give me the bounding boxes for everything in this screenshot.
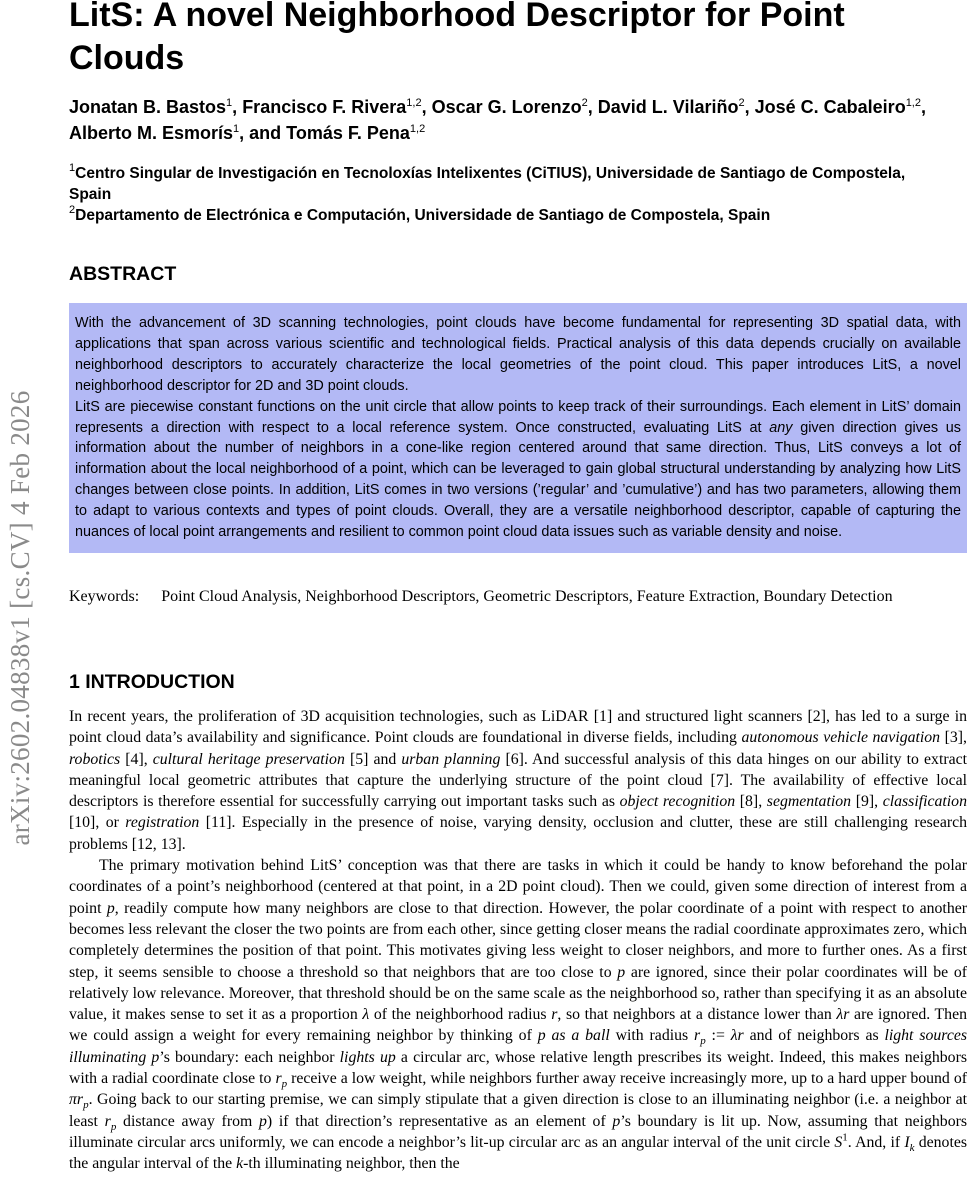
affiliations: [69, 163, 949, 226]
paper-title: LitS: A novel Neighborhood Descriptor for Point Clouds: [69, 0, 845, 77]
affiliation-mark: 2: [581, 97, 588, 109]
affiliation-mark: 1: [233, 123, 240, 135]
author-name: Francisco F. Rivera$^{1,2}$: [242, 97, 422, 117]
affiliation-line: $^1$Centro Singular de Investigación en Tecnoloxías Intelixentes (CiTIUS), Universidade de Santiago de Compostela, Spain: [69, 162, 906, 203]
affiliation-mark: 1,2: [406, 97, 422, 109]
author-list: Jonatan B. Bastos$^1$, Francisco F. Rivera$^{1,2}$, Oscar G. Lorenzo$^2$, David L. Vilariño$^2$, José C. Cabaleiro$^{1,2}$, Alberto M. Esmorís$^1$, and Tomás F. Pena$^{1,2}$: [69, 97, 926, 143]
introduction-paragraph-1: In recent years, the proliferation of 3D acquisition technologies, such as LiDAR [1] and structured light scanners [2], has led to a surge in point cloud data’s availability and significance. Point clouds are foundational in diverse fields, including autonomous vehicle navigation [3], robotics [4], cultural heritage preservation [5] and urban planning [6]. And successful analysis of this data hinges on our ability to extract meaningful local geometric attributes that capture the underlying structure of the point cloud [7]. The availability of effective local descriptors is therefore essential for successfully carrying out important tasks such as object recognition [8], segmentation [9], classification [10], or registration [11]. Especially in the presence of noise, varying density, occlusion and clutter, these are still challenging research problems [12, 13].: [69, 708, 967, 853]
arxiv-identifier-stamp: arXiv:2602.04838v1 [cs.CV] 4 Feb 2026: [5, 390, 35, 846]
affiliation-mark: 1: [226, 97, 233, 109]
affiliation-mark: 1: [69, 162, 76, 174]
affiliation-mark: 1,2: [905, 97, 921, 109]
abstract-paragraph-2: LitS are piecewise constant functions on the unit circle that allow points to keep track of their surroundings. Each element in LitS’ domain represents a direction with respect to a local reference system. Once constructed, evaluating LitS at any given direction gives us information about the number of neighbors in a cone-like region centered around that same direction. Thus, LitS conveys a lot of information about the local neighborhood of a point, which can be leveraged to gain global structural understanding by analyzing how LitS changes between close points. In addition, LitS comes in two versions (’regular’ and ’cumulative’) and has two parameters, allowing them to adapt to various contexts and types of point clouds. Overall, they are a versatile neighborhood descriptor, capable of capturing the nuances of local point arrangements and resilient to common point cloud data issues such as variable density and noise.: [75, 398, 961, 541]
author-name: Tomás F. Pena$^{1,2}$: [286, 123, 426, 143]
author-name: David L. Vilariño$^2$: [597, 97, 745, 117]
introduction-heading: 1 INTRODUCTION: [69, 671, 235, 693]
author-name: Jonatan B. Bastos$^1$: [69, 97, 233, 117]
author-name: José C. Cabaleiro$^{1,2}$: [754, 97, 921, 117]
affiliation-mark: 2: [738, 97, 745, 109]
abstract-heading: ABSTRACT: [69, 263, 177, 285]
abstract-box: [69, 303, 967, 553]
introduction-paragraph-2: The primary motivation behind LitS’ conception was that there are tasks in which it could be handy to know beforehand the polar coordinates of a point’s neighborhood (centered at that point, in a 2D point cloud). Then we could, given some direction of interest from a point p, readily compute how many neighbors are close to that direction. However, the polar coordinate of a point with respect to another becomes less relevant the closer the two points are from each other, since getting closer means the radial coordinate approximates zero, which completely determines the position of that point. This motivates giving less weight to closer neighbors, and more to further ones. As a first step, it seems sensible to choose a threshold so that neighbors that are too close to p are ignored, since their polar coordinates will be of relatively low relevance. Moreover, that threshold should be on the same scale as the neighborhood so, rather than specifying it as an absolute value, it makes sense to set it as a proportion λ of the neighborhood radius r, so that neighbors at a distance lower than λr are ignored. Then we could assign a weight for every remaining neighbor by thinking of p as a ball with radius $r_p$ := λr and of neighbors as light sources illuminating p’s boundary: each neighbor lights up a circular arc, whose relative length prescribes its weight. Indeed, this makes neighbors with a radial coordinate close to $r_p$ receive a low weight, while neighbors further away receive increasingly more, up to a hard upper bound of $\pi r_p$. Going back to our starting premise, we can simply stipulate that a given direction is close to an illuminating neighbor (i.e. a neighbor at least $r_p$ distance away from p) if that direction’s representative as an element of p’s boundary is lit up. Now, assuming that neighbors illuminate circular arcs uniformly, we can encode a neighbor’s lit-up circular arc as an angular interval of the unit circle $S^1$. And, if $I_k$ denotes the angular interval of the k-th illuminating neighbor, then the: [69, 857, 967, 1173]
affiliation-line: $^2$Departamento de Electrónica e Computación, Universidade de Santiago de Compostela, Spain: [69, 204, 771, 224]
affiliation-mark: 1,2: [409, 123, 426, 135]
keywords: [69, 586, 957, 608]
affiliation-mark: 2: [69, 204, 76, 216]
author-name: Oscar G. Lorenzo$^2$: [431, 97, 588, 117]
abstract-paragraph-1: With the advancement of 3D scanning technologies, point clouds have become fundamental for representing 3D spatial data, with applications that span across various scientific and technological fields. Practical analysis of this data depends crucially on available neighborhood descriptors to accurately characterize the local geometries of the point cloud. This paper introduces LitS, a novel neighborhood descriptor for 2D and 3D point clouds.: [75, 315, 961, 394]
keywords-label: Keywords:: [69, 588, 140, 605]
introduction-body: [69, 706, 967, 1175]
author-name: Alberto M. Esmorís$^1$: [69, 123, 240, 143]
keywords-text: Point Cloud Analysis, Neighborhood Descriptors, Geometric Descriptors, Feature Extraction, Boundary Detection: [161, 588, 893, 605]
